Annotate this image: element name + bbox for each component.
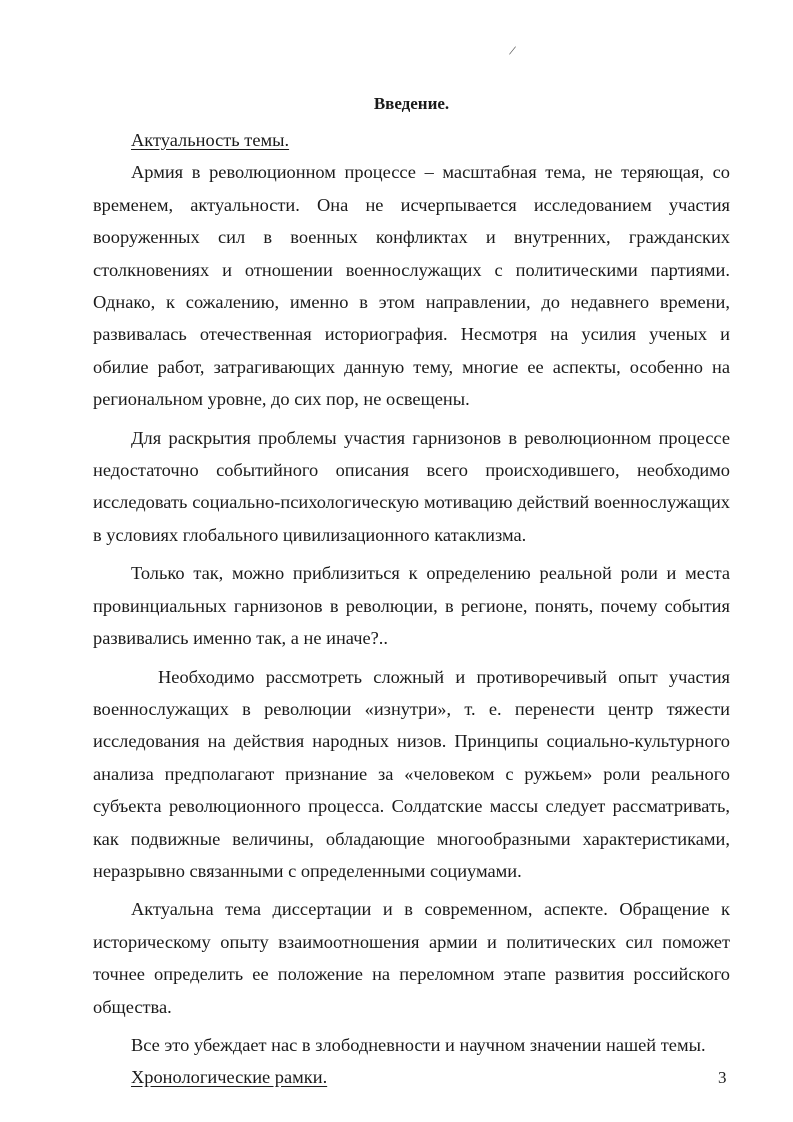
scan-mark: / xyxy=(507,43,517,60)
page-number: 3 xyxy=(718,1068,727,1087)
paragraph-5: Актуальна тема диссертации и в современном, аспекте. Обращение к историческому опыту взаимоотношения армии и политических сил поможет точнее определить ее положение на переломном этапе развития российского общества. xyxy=(93,899,730,1017)
paragraph-3: Только так, можно приблизиться к определению реальной роли и места провинциальных гарнизонов в революции, в регионе, понять, почему события развивались именно так, а не иначе?.. xyxy=(93,563,730,649)
section-heading-chronology: Хронологические рамки. xyxy=(131,1067,328,1088)
page-title: Введение. xyxy=(373,94,450,113)
paragraph-6: Все это убеждает нас в злободневности и научном значении нашей темы. xyxy=(131,1034,706,1055)
paragraph-1: Армия в революционном процессе – масштабная тема, не теряющая, со временем, актуальности. Она не исчерпывается исследованием участия вооруженных сил в военных конфликтах и внутренних, гражданских столкновениях и отношении военнослужащих с политическими партиями. Однако, к сожалению, именно в этом направлении, до недавнего времени, развивалась отечественная историография. Несмотря на усилия ученых и обилие работ, затрагивающих данную тему, многие ее аспекты, особенно на региональном уровне, до сих пор, не освещены. xyxy=(93,162,730,410)
paragraph-2: Для раскрытия проблемы участия гарнизонов в революционном процессе недостаточно событийного описания всего происходившего, необходимо исследовать социально-психологическую мотивацию действий военнослужащих в условиях глобального цивилизационного катаклизма. xyxy=(93,427,730,545)
section-heading-relevance: Актуальность темы. xyxy=(131,130,290,150)
page-content xyxy=(93,88,730,1094)
paragraph-4: Необходимо рассмотреть сложный и противоречивый опыт участия военнослужащих в революции «изнутри», т. е. перенести центр тяжести исследования на действия народных низов. Принципы социально-культурного анализа предполагают признание за «человеком с ружьем» роли реального субъекта революционного процесса. Солдатские массы следует рассматривать, как подвижные величины, обладающие многообразными характеристиками, неразрывно связанными с определенными социумами. xyxy=(93,666,730,881)
